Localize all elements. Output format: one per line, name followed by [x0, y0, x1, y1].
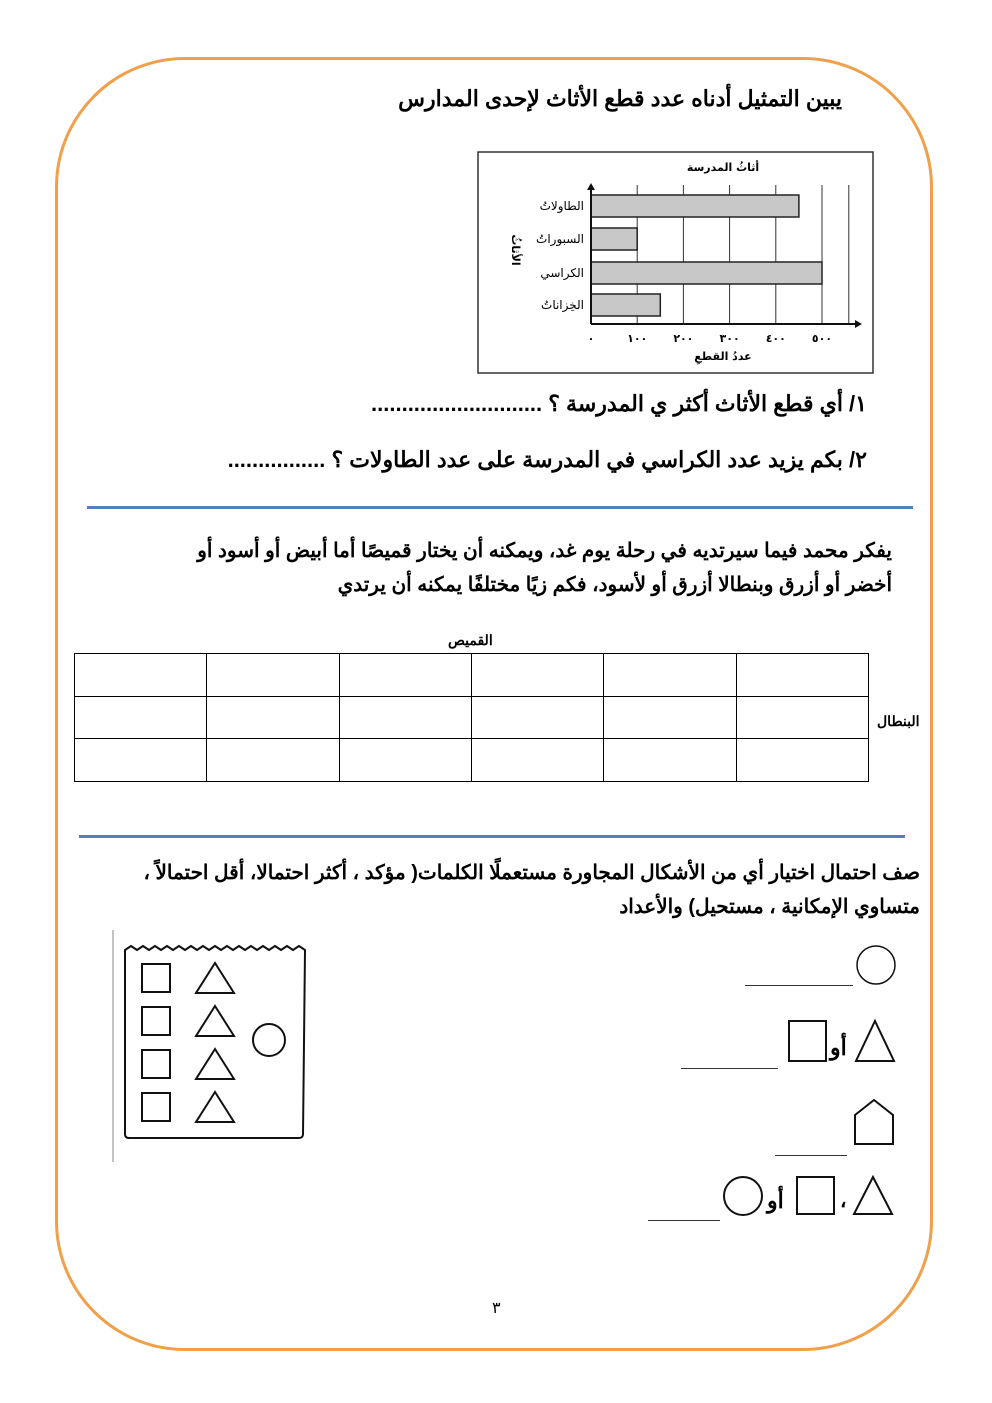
answer-line[interactable]: [745, 985, 853, 986]
pentagon-icon: [855, 1100, 893, 1144]
square-icon: [797, 1177, 834, 1214]
answer-line[interactable]: [775, 1155, 847, 1156]
bag-outline: [125, 946, 305, 1138]
triangle-icon: [196, 1006, 234, 1036]
or-label: أو: [830, 1035, 847, 1060]
chart-title: أثاثُ المدرسة: [686, 161, 760, 174]
question-2: ٢/ بكم يزيد عدد الكراسي في المدرسة على عدد الطاولات ؟ ................: [227, 447, 867, 472]
x-axis-label: عددُ القطعِ: [694, 350, 752, 363]
intro-text: يبين التمثيل أدناه عدد قطع الأثاث لإحدى المدارس: [398, 86, 842, 111]
problem-line-2: أخضر أو أزرق وبنطالا أزرق أو لأسود، فكم زيًا مختلفًا يمكنه أن يرتدي: [337, 574, 892, 596]
problem-line-1: يفكر محمد فيما سيرتديه في رحلة يوم غد، ويمكنه أن يختار قميصًا أما أبيض أو أسود أو: [197, 540, 892, 562]
answer-line[interactable]: [648, 1220, 720, 1221]
square-icon: [142, 1050, 170, 1078]
category-label: السبوراتُ: [536, 232, 584, 246]
instruction-line-2: متساوي الإمكانية ، مستحيل) والأعداد: [619, 896, 920, 918]
triangle-icon: [196, 963, 234, 993]
page-number: ٣: [492, 1300, 501, 1317]
square-icon: [789, 1021, 826, 1061]
instruction-line-1: صف احتمال اختيار أي من الأشكال المجاورة مستعملًا الكلمات( مؤكد ، أكثر احتمالا، أقل احتمالاً ،: [143, 862, 920, 884]
question-1: ١/ أي قطع الأثاث أكثر ي المدرسة ؟ ............................: [371, 391, 867, 416]
x-tick-label: ٥٠٠: [811, 332, 833, 345]
x-tick-label: ٣٠٠: [719, 332, 740, 345]
triangle-icon: [854, 1177, 892, 1214]
circle-icon: [724, 1177, 762, 1215]
square-icon: [142, 964, 170, 992]
x-tick-label: ٠: [587, 332, 595, 345]
square-icon: [142, 1093, 170, 1121]
category-label: الكراسي: [540, 266, 584, 280]
category-label: الطاولاتُ: [539, 199, 584, 213]
category-label: الخِزاناتُ: [541, 298, 584, 312]
answer-line[interactable]: [681, 1068, 778, 1069]
square-icon: [142, 1007, 170, 1035]
shirt-label: القميص: [448, 632, 493, 648]
x-tick-label: ١٠٠: [627, 332, 648, 345]
triangle-icon: [856, 1021, 894, 1061]
x-tick-label: ٢٠٠: [673, 332, 694, 345]
or-label: أو: [767, 1188, 784, 1213]
y-axis-label: الأثاثُ: [509, 234, 522, 266]
comma-label: ،: [840, 1190, 847, 1212]
pants-label: البنطال: [877, 713, 920, 729]
triangle-icon: [196, 1092, 234, 1122]
circle-icon: [253, 1024, 285, 1056]
x-tick-label: ٤٠٠: [765, 332, 786, 345]
circle-icon: [857, 946, 895, 984]
triangle-icon: [196, 1049, 234, 1079]
